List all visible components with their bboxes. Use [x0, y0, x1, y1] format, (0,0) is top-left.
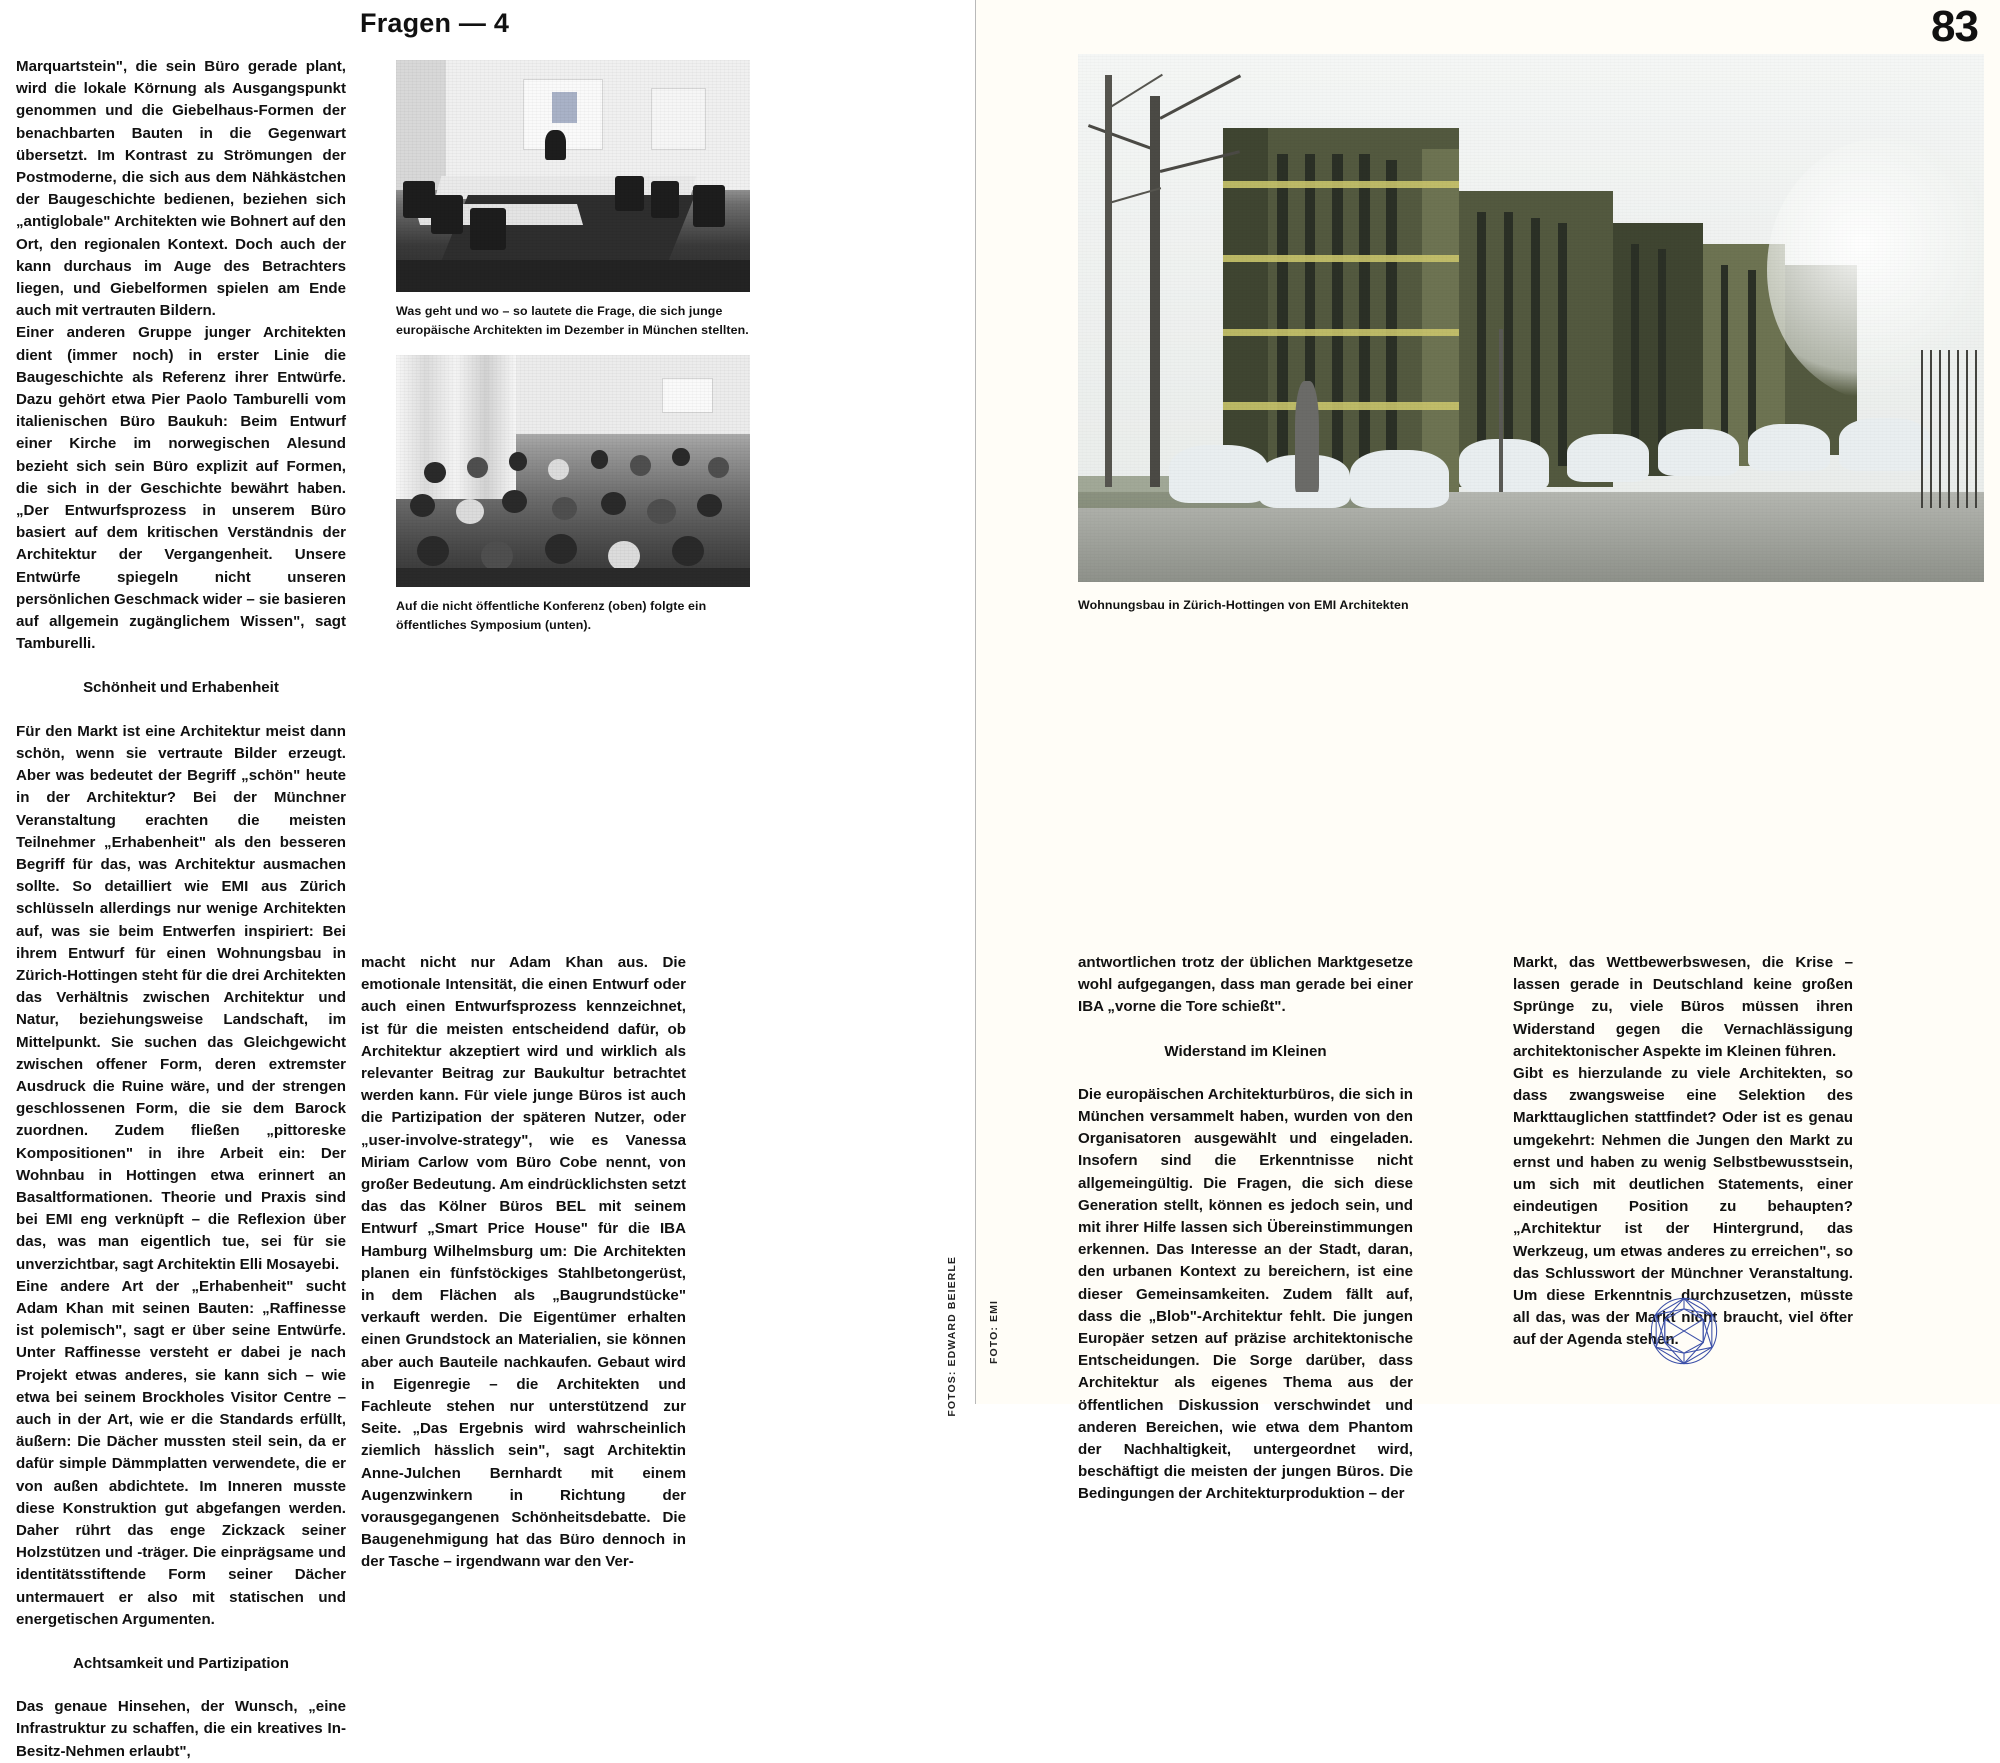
conference-photo	[396, 60, 750, 292]
body-paragraph: Das genaue Hinsehen, der Wunsch, „eine Infrastruktur zu schaffen, die ein kreatives In-Besitz-Nehmen erlaubt",	[16, 1698, 346, 1760]
figure-conference-caption: Was geht und wo – so lautete die Frage, die sich junge europäische Architekten im Dezember in München stellten.	[396, 304, 749, 337]
photo-credit-right: FOTO: EMI	[988, 1300, 1000, 1364]
gutter-divider	[975, 0, 976, 1404]
figure-housing	[1078, 54, 1984, 615]
section-subhead: Schönheit und Erhabenheit	[83, 679, 279, 697]
section-subhead: Widerstand im Kleinen	[1164, 1042, 1327, 1060]
running-head: Fragen — 4	[360, 8, 510, 38]
photo-grain	[396, 60, 750, 292]
body-paragraph: macht nicht nur Adam Khan aus. Die emotionale Intensität, die einen Entwurf oder auch einen Entwurfsprozess kennzeichnet, ist für die meisten entscheidend dafür, ob Architektur akzeptiert wird und wirklich als relevanter Beitrag zur Baukultur betrachtet werden kann. Für viele junge Büros ist auch die Partizipation der späteren Nutzer, oder „user-involve-strategy", wie es Vanessa Miriam Carlow vom Büro Cobe nennt, von großer Bedeutung. Am eindrücklichsten setzt das das Kölner Büros BEL mit seinem Entwurf „Smart Price House" für die IBA Hamburg Wilhelmsburg um: Die Architekten planen ein fünfstöckiges Stahlbetongerüst, in dem Flächen als „Baugrundstücke" verkauft werden. Die Eigentümer erhalten einen Grundstock an Materialien, sie können aber auch Bauteile nachkaufen. Gebaut wird in Eigenregie – die Architekten und Fachleute stehen nur unterstützend zur Seite. „Das Ergebnis wird wahrscheinlich ziemlich hässlich sein", sagt Architektin Anne-Julchen Bernhardt mit einem Augenzwinkern in Richtung der vorausgegangenen Schönheitsdebatte. Die Baugenehmigung hat das Büro dennoch in der Tasche – irgendwann war den Ver-	[361, 954, 686, 1571]
figure-symposium	[396, 355, 750, 635]
body-paragraph: Für den Markt ist eine Architektur meist dann schön, wenn sie vertraute Bilder erzeugt. Aber was bedeutet der Begriff „schön" heute in der Architektur? Bei der Münchner Veranstaltung erachten die meisten Teilnehmer „Erhabenheit" als den besseren Begriff für das, was Architektur ausmachen sollte. So detailliert wie EMI aus Zürich schlüsseln allerdings nur wenige Architekten auf, was sie beim Entwerfen inspiriert: Bei ihrem Entwurf für einen Wohnungsbau in Zürich-Hottingen steht für die drei Architekten das Verhältnis zwischen Architektur und Natur, beziehungsweise Landschaft, im Mittelpunkt. Sie suchen das Gleichgewicht zwischen offener Form, deren extremster Ausdruck die Ruine wäre, und der strengen geschlossenen Form, die sie dem Barock zuordnen. Zudem fließen „pittoreske Kompositionen" in ihre Arbeit ein: Der Wohnbau in Hottingen etwa erinnert an Basaltformationen. Theorie und Praxis sind bei EMI eng verknüpft – die Reflexion über das, was man eigentlich tue, sei für sie unverzichtbar, sagt Architektin Elli Mosayebi.	[16, 722, 346, 1273]
photo-grain	[396, 355, 750, 587]
photo-grain	[1078, 54, 1984, 582]
symposium-photo	[396, 355, 750, 587]
publisher-mark	[1636, 1283, 1732, 1379]
body-paragraph: Eine andere Art der „Erhabenheit" sucht Adam Khan mit seinen Bauten: „Raffinesse ist polemisch", sagt er über seine Entwürfe. Unter Raffinesse versteht er dabei je nach Projekt etwas anderes, sie kann sich – wie etwa bei seinem Brockholes Visitor Centre – auch in der Art, wie er die Standards erfüllt, äußern: Die Dächer mussten steil sein, da er dafür simple Dämmplatten verwendete, die er von außen abdichtete. Im Inneren musste diese Konstruktion gut abgefangen werden. Daher rührt das enge Zickzack seiner Holzstützen und -träger. Die einprägsame und identitätsstiftende Form seiner Dächer untermauert er also mit statischen und energetischen Argumenten.	[16, 1277, 346, 1628]
section-subhead: Achtsamkeit und Partizipation	[73, 1655, 289, 1673]
body-paragraph: Markt, das Wettbewerbswesen, die Krise – lassen gerade in Deutschland keine großen Sprünge zu, viele Büros müssen ihren Widerstand gegen die Vernachlässigung architektonischer Aspekte im Kleinen führen.	[1513, 954, 1853, 1060]
body-paragraph: Marquartstein", die sein Büro gerade plant, wird die lokale Körnung als Ausgangspunkt genommen und die Giebelhaus-Formen der benachbarten Bauten in die Gegenwart übersetzt. Im Kontrast zu Strömungen der Postmoderne, die sich aus dem Nähkästchen der Baugeschichte bedienen, beziehen sich „antiglobale" Architekten wie Bohnert auf den Ort, den regionalen Kontext. Doch auch der kann durchaus im Auge des Betrachters liegen, und Giebelformen spielen am Ende auch mit vertrauten Bildern.	[16, 58, 346, 320]
housing-photo	[1078, 54, 1984, 582]
figure-housing-caption: Wohnungsbau in Zürich-Hottingen von EMI Architekten	[1078, 598, 1409, 612]
body-column-2	[361, 952, 686, 1574]
page-number: 83	[1931, 2, 1978, 51]
body-column-1	[16, 56, 346, 1763]
body-column-3	[1078, 952, 1413, 1506]
body-paragraph: antwortlichen trotz der üblichen Marktgesetze wohl aufgegangen, dass man gerade bei einer IBA „vorne die Tore schießt".	[1078, 954, 1413, 1016]
photo-credit-left: FOTOS: EDWARD BEIERLE	[946, 1256, 958, 1417]
figure-conference	[396, 60, 750, 340]
body-paragraph: Die europäischen Architekturbüros, die sich in München versammelt haben, wurden von den Organisatoren ausgewählt und eingeladen. Insofern sind die Erkenntnisse nicht allgemeingültig. Die Fragen, die sich diese Generation stellt, können es jedoch sein, und mit ihrer Hilfe lassen sich Übereinstimmungen erkennen. Das Interesse an der Stadt, daran, den urbanen Kontext zu bereichern, ist eine dieser Gemeinsamkeiten. Zudem fällt auf, dass die „Blob"-Architektur fehlt. Die jungen Europäer setzen auf präzise architektonische Entscheidungen. Die Sorge darüber, dass Architektur als eigenes Thema aus der öffentlichen Diskussion verschwindet und anderen Bereichen, wie etwa dem Phantom der Nachhaltigkeit, untergeordnet wird, beschäftigt die meisten der jungen Büros. Die Bedingungen der Architekturproduktion – der	[1078, 1085, 1413, 1503]
body-paragraph: Einer anderen Gruppe junger Architekten dient (immer noch) in erster Linie die Baugeschichte als Referenz ihrer Entwürfe. Dazu gehört etwa Pier Paolo Tamburelli vom italienischen Büro Baukuh: Beim Entwurf einer Kirche im norwegischen Alesund bezieht sich sein Büro explizit auf Formen, die sich in der Geschichte bewährt haben. „Der Entwurfsprozess in unserem Büro basiert auf dem kritischen Verständnis der Architektur der Vergangenheit. Unsere Entwürfe spiegeln nicht unseren persönlichen Geschmack wider – sie basieren auf allgemein zugänglichem Wissen", sagt Tamburelli.	[16, 324, 346, 653]
figure-symposium-caption: Auf die nicht öffentliche Konferenz (oben) folgte ein öffentliches Symposium (unten).	[396, 599, 707, 632]
body-paragraph: Gibt es hierzulande zu viele Architekten, so dass zwangsweise eine Selektion des Markttauglichen stattfindet? Oder ist es genau umgekehrt: Nehmen die Jungen den Markt zu ernst und haben zu wenig Selbstbewusstsein, um sich mit deutlichen Statements, einer eindeutigen Position zu behaupten? „Architektur ist der Hintergrund, das Werkzeug, um etwas anderes zu erreichen", so das Schlusswort der Münchner Veranstaltung. Um diese Erkenntnis durchzusetzen, müsste all das, was der Markt nicht braucht, viel öfter auf der Agenda stehen.	[1513, 1065, 1853, 1349]
